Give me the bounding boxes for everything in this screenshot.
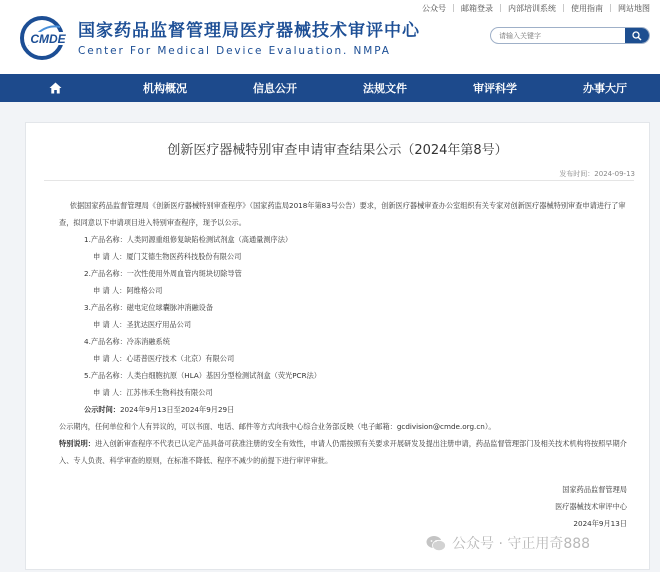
cmde-logo[interactable] [20,15,72,61]
applicant-3: 申 请 人：圣犹达医疗用品公司 [93,320,192,329]
wechat-icon [426,535,446,552]
logo-cn-title: 国家药品监督管理局医疗器械技术审评中心 [78,21,420,41]
article-body [59,197,639,469]
signature-org: 国家药品监督管理局 [562,485,627,494]
publish-date: 发布时间：2024-09-13 [559,170,635,178]
top-link-sitemap[interactable]: 网站地图 [618,4,650,13]
search-box [490,27,650,44]
nav-review-science[interactable]: 审评科学 [473,82,517,95]
main-nav [0,74,660,102]
product-1: 1.产品名称：人类同源重组修复缺陷检测试剂盒（高通量测序法） [84,235,293,244]
signature-date: 2024年9月13日 [573,519,627,528]
applicant-1: 申 请 人：厦门艾德生物医药科技股份有限公司 [93,252,242,261]
top-link-training[interactable]: 内部培训系统 [508,4,556,13]
search-input[interactable] [491,28,626,43]
nav-service-hall[interactable]: 办事大厅 [583,82,627,95]
divider [453,4,454,12]
signature-dept: 医疗器械技术审评中心 [555,502,627,511]
nav-regulations[interactable]: 法规文件 [363,82,407,95]
home-icon [49,82,62,94]
top-links [422,3,650,14]
article-card [25,122,650,570]
cmde-logo-icon [20,15,72,61]
wechat-watermark [426,533,590,553]
logo-abbr: CMDE [30,32,66,46]
search-button[interactable] [625,28,649,43]
divider [563,4,564,12]
period-value: 2024年9月13日至2024年9月29日 [119,405,235,414]
note-label: 特别说明： [59,439,95,448]
publicity-period [59,401,639,418]
objection-notice: 公示期内，任何单位和个人有异议的，可以书面、电话、邮件等方式向我中心综合业务部反映（电子邮箱：gcdivision@cmde.org.cn）。 [59,422,496,431]
product-3: 3.产品名称：磁电定位球囊脉冲消融设备 [84,303,214,312]
product-5: 5.产品名称：人类白细胞抗原（HLA）基因分型检测试剂盒（荧光PCR法） [84,371,321,380]
applicant-2: 申 请 人：阿维格公司 [93,286,163,295]
title-divider [44,180,634,181]
period-label: 公示时间： [84,405,120,414]
signature-block [555,481,627,532]
watermark-text: 公众号 · 守正用奇888 [452,536,591,552]
product-4: 4.产品名称：冷冻消融系统 [84,337,170,346]
site-header [0,0,660,74]
intro-paragraph: 依据国家药品监督管理局《创新医疗器械特别审查程序》（国家药监局2018年第83号公告）要求，创新医疗器械审查办公室组织有关专家对创新医疗器械特别审查申请进行了审查，拟同意以下申请项目进入特别审查程序，现予以公示。 [59,201,626,227]
nav-org-overview[interactable]: 机构概况 [143,82,187,95]
logo-en-title: Center For Medical Device Evaluation. NMPA [78,45,391,57]
top-link-mail[interactable]: 邮箱登录 [461,4,493,13]
nav-info-disclosure[interactable]: 信息公开 [253,82,297,95]
search-icon [632,31,642,41]
top-link-guide[interactable]: 使用指南 [571,4,603,13]
nav-home[interactable] [0,74,110,102]
top-link-wechat[interactable]: 公众号 [422,4,446,13]
special-note [59,435,639,469]
divider [500,4,501,12]
page-title: 创新医疗器械特别审查申请审查结果公示（2024年第8号） [167,143,508,158]
product-2: 2.产品名称：一次性使用外周血管内斑块切除导管 [84,269,242,278]
note-text: 进入创新审查程序不代表已认定产品具备可获准注册的安全有效性，申请人仍需按照有关要求开展研发及提出注册申请，药品监督管理部门及相关技术机构将按照早期介入、专人负责、科学审查的原则，在标准不降低、程序不减少的前提下进行审评审批。 [59,439,627,465]
applicant-5: 申 请 人：江苏伟禾生物科技有限公司 [93,388,213,397]
logo-text [78,16,420,57]
applicant-4: 申 请 人：心诺普医疗技术（北京）有限公司 [93,354,235,363]
divider [610,4,611,12]
